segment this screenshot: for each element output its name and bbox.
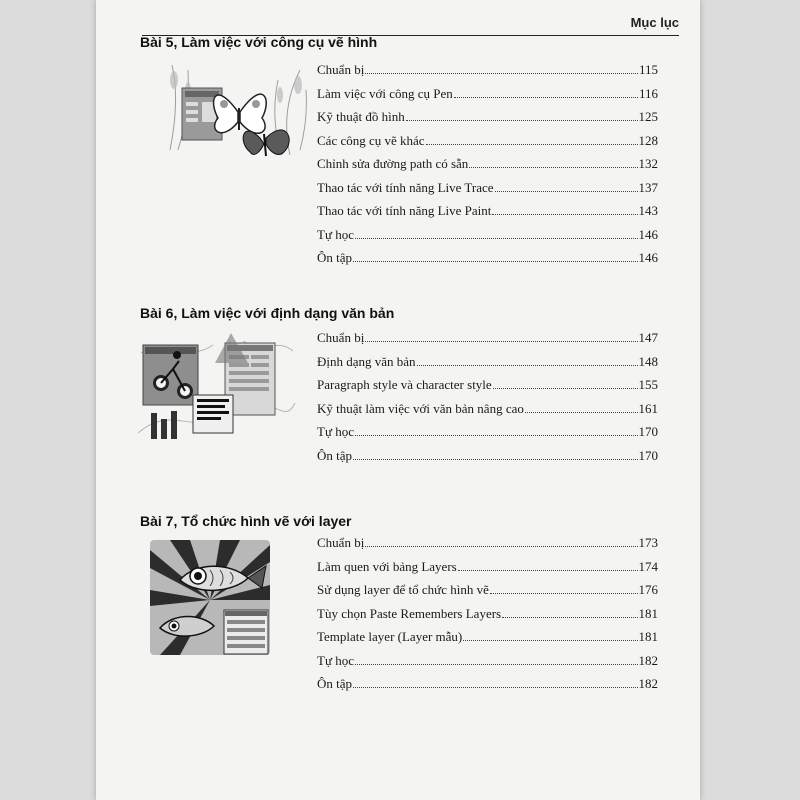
toc-entry-label: Chỉnh sửa đường path có sẵn [317, 156, 469, 171]
toc-entry-label: Làm quen với bảng Layers [317, 558, 457, 574]
toc-entry-label: Tự học [317, 424, 355, 439]
toc-entry-page: 170 [638, 447, 658, 463]
toc-entry-label: Chuẩn bị [317, 535, 365, 550]
dot-leader [406, 110, 638, 121]
toc-entry-page: 116 [638, 85, 658, 101]
toc-entry-label: Paragraph style và character style [317, 377, 492, 392]
lesson-7-toc [317, 535, 658, 700]
running-header-title: Mục lục [630, 15, 679, 30]
toc-entry-label: Làm việc với công cụ Pen [317, 85, 453, 101]
toc-entry-page: 146 [638, 226, 658, 242]
toc-entry[interactable] [317, 582, 658, 606]
toc-entry[interactable] [317, 629, 658, 653]
toc-entry-label: Ôn tập [317, 447, 353, 463]
toc-entry-page: 137 [638, 179, 658, 195]
dot-leader [492, 204, 637, 215]
toc-entry[interactable] [317, 606, 658, 630]
toc-entry[interactable] [317, 133, 658, 157]
lesson-5-butterfly-illustration [160, 60, 310, 160]
dot-leader [469, 157, 637, 168]
toc-entry[interactable] [317, 250, 658, 274]
toc-entry[interactable] [317, 676, 658, 700]
lesson-6-text-illustration [133, 333, 298, 443]
lesson-5-toc [317, 62, 658, 274]
toc-entry-label: Sử dụng layer để tổ chức hình vẽ [317, 582, 489, 597]
toc-entry-page: 181 [638, 605, 658, 621]
toc-entry[interactable] [317, 156, 658, 180]
toc-entry-label: Định dạng văn bản [317, 353, 416, 369]
toc-entry-page: 115 [638, 62, 658, 77]
toc-entry-page: 170 [638, 424, 658, 439]
toc-entry[interactable] [317, 354, 658, 378]
toc-entry-label: Tự học [317, 652, 355, 668]
toc-entry-label: Các công cụ vẽ khác [317, 132, 425, 148]
toc-entry-label: Ôn tập [317, 676, 353, 691]
dot-leader [355, 425, 637, 436]
lesson-7-title: Bài 7, Tổ chức hình vẽ với layer [140, 513, 352, 529]
dot-leader [525, 402, 638, 413]
toc-entry-page: 147 [638, 330, 658, 345]
dot-leader [353, 677, 637, 688]
lesson-5-title: Bài 5, Làm việc với công cụ vẽ hình [140, 34, 378, 50]
dot-leader [355, 654, 637, 665]
toc-entry-page: 155 [638, 377, 658, 392]
toc-entry[interactable] [317, 203, 658, 227]
toc-entry[interactable] [317, 227, 658, 251]
dot-leader [454, 87, 638, 98]
toc-entry[interactable] [317, 180, 658, 204]
dot-leader [495, 181, 638, 192]
toc-entry-page: 125 [638, 109, 658, 124]
toc-entry-page: 128 [638, 132, 658, 148]
toc-entry[interactable] [317, 62, 658, 86]
toc-entry-page: 148 [638, 353, 658, 369]
dot-leader [353, 251, 637, 262]
toc-entry-page: 173 [638, 535, 658, 550]
toc-entry-page: 182 [638, 652, 658, 668]
toc-entry[interactable] [317, 401, 658, 425]
toc-entry-label: Template layer (Layer mẫu) [317, 629, 463, 644]
toc-entry-label: Tùy chọn Paste Remembers Layers [317, 605, 502, 621]
toc-entry[interactable] [317, 535, 658, 559]
toc-entry-page: 146 [638, 250, 658, 265]
lesson-7-fish-illustration [150, 540, 270, 655]
dot-leader [458, 560, 638, 571]
dot-leader [365, 331, 637, 342]
dot-leader [355, 228, 637, 239]
toc-entry-page: 161 [638, 400, 658, 416]
toc-entry-page: 143 [638, 203, 658, 218]
toc-entry-label: Thao tác với tính năng Live Paint [317, 203, 492, 218]
toc-entry-label: Kỹ thuật đồ hình [317, 109, 405, 124]
toc-entry[interactable] [317, 109, 658, 133]
running-header [142, 15, 679, 36]
dot-leader [490, 583, 638, 594]
dot-leader [493, 378, 638, 389]
toc-entry-page: 174 [638, 558, 658, 574]
toc-entry[interactable] [317, 377, 658, 401]
toc-entry[interactable] [317, 330, 658, 354]
dot-leader [353, 449, 637, 460]
toc-entry-page: 182 [638, 676, 658, 691]
toc-entry-page: 132 [638, 156, 658, 171]
toc-entry-label: Tự học [317, 226, 355, 242]
lesson-6-title: Bài 6, Làm việc với định dạng văn bản [140, 305, 395, 321]
toc-entry-label: Thao tác với tính năng Live Trace [317, 179, 494, 195]
toc-entry[interactable] [317, 653, 658, 677]
toc-entry-label: Kỹ thuật làm việc với văn bản nâng cao [317, 400, 524, 416]
dot-leader [417, 355, 638, 366]
toc-entry-label: Ôn tập [317, 250, 353, 265]
dot-leader [426, 134, 638, 145]
dot-leader [502, 607, 637, 618]
toc-entry-label: Chuẩn bị [317, 62, 365, 77]
toc-entry[interactable] [317, 448, 658, 472]
dot-leader [365, 536, 637, 547]
toc-entry-page: 176 [638, 582, 658, 597]
toc-entry-page: 181 [638, 629, 658, 644]
lesson-6-toc [317, 330, 658, 471]
toc-entry[interactable] [317, 559, 658, 583]
toc-entry-label: Chuẩn bị [317, 330, 365, 345]
dot-leader [463, 630, 637, 641]
toc-entry[interactable] [317, 86, 658, 110]
toc-entry[interactable] [317, 424, 658, 448]
dot-leader [365, 63, 638, 74]
